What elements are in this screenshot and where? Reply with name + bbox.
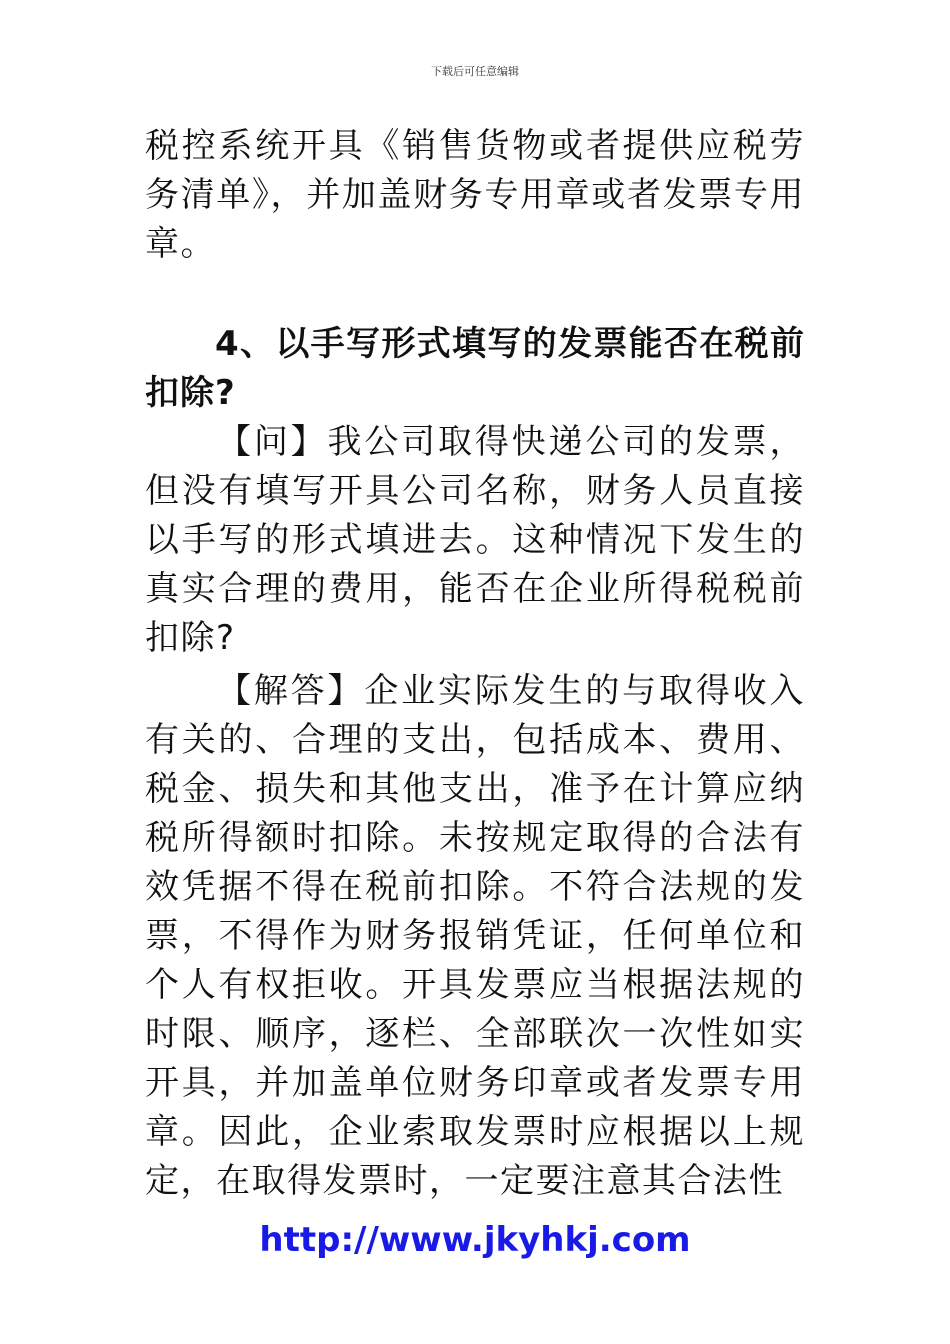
- page-header-note: 下载后可任意编辑: [431, 65, 519, 78]
- continuation-paragraph: 税控系统开具《销售货物或者提供应税劳务清单》，并加盖财务专用章或者发票专用章。: [145, 126, 805, 264]
- question-paragraph: 【问】我公司取得快递公司的发票，但没有填写开具公司名称，财务人员直接以手写的形式填进去。这种情况下发生的真实合理的费用，能否在企业所得税税前扣除?: [145, 422, 805, 658]
- answer-paragraph: 【解答】企业实际发生的与取得收入有关的、合理的支出，包括成本、费用、税金、损失和其他支出，准予在计算应纳税所得额时扣除。未按规定取得的合法有效凭据不得在税前扣除。不符合法规的发票，不得作为财务报销凭证，任何单位和个人有权拒收。开具发票应当根据法规的时限、顺序，逐栏、全部联次一次性如实开具，并加盖单位财务印章或者发票专用章。因此，企业索取发票时应根据以上规定，在取得发票时，一定要注意其合法性: [145, 671, 805, 1201]
- footer-website-link[interactable]: http://www.jkyhkj.com: [259, 1220, 691, 1260]
- section-heading: 4、以手写形式填写的发票能否在税前扣除?: [145, 324, 805, 413]
